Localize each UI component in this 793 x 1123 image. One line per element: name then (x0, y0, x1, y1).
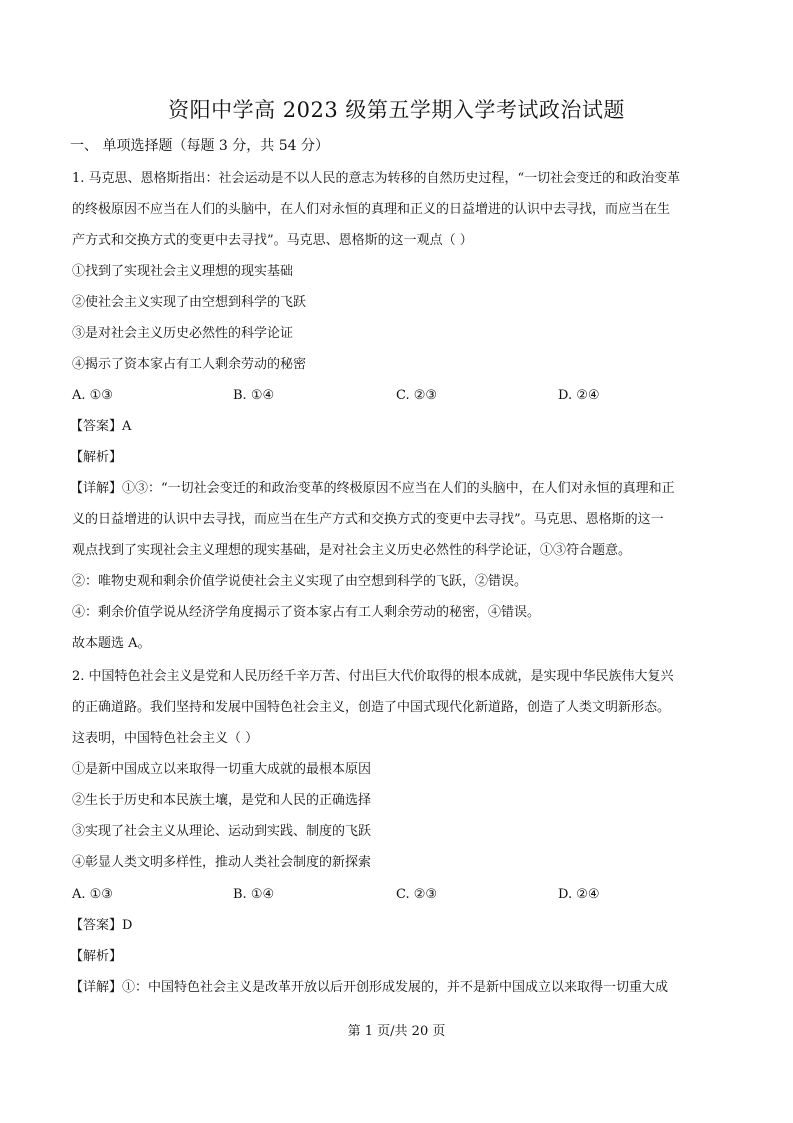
page-title: 资阳中学高 2023 级第五学期入学考试政治试题 (168, 98, 625, 122)
q1-statement: ③是对社会主义历史必然性的科学论证 (72, 326, 294, 341)
q1-detail-line: ④：剩余价值学说从经济学角度揭示了资本家占有工人剩余劳动的秘密，④错误。 (72, 605, 541, 620)
q1-option-a: A. ①③ (72, 388, 113, 403)
section-heading: 一、 单项选择题（每题 3 分，共 54 分） (70, 138, 329, 154)
q1-stem-line: 产方式和交换方式的变更中去寻找”。马克思、恩格斯的这一观点（ ） (72, 233, 473, 248)
q1-detail-line: 义的日益增进的认识中去寻找，而应当在生产方式和交换方式的变更中去寻找”。马克思、恩格斯的这一 (72, 512, 664, 527)
q2-detail-line: 【详解】①：中国特色社会主义是改革开放以后开创形成发展的，并不是新中国成立以来取得一切重大成 (70, 980, 669, 995)
q1-answer: 【答案】A (70, 419, 132, 434)
q1-statement: ①找到了实现社会主义理想的现实基础 (72, 264, 294, 279)
q2-option-a: A. ①③ (72, 887, 113, 902)
q1-statement: ④揭示了资本家占有工人剩余劳动的秘密 (72, 357, 307, 372)
q1-option-d: D. ②④ (558, 388, 600, 403)
q2-statement: ③实现了社会主义从理论、运动到实践、制度的飞跃 (72, 824, 372, 839)
q2-analysis-label: 【解析】 (70, 949, 123, 964)
q1-detail-line: 【详解】①③：“一切社会变迁的和政治变革的终极原因不应当在人们的头脑中，在人们对永恒的真理和正 (70, 481, 675, 496)
q1-option-c: C. ②③ (396, 388, 438, 403)
q2-options (72, 886, 722, 904)
q2-statement: ①是新中国成立以来取得一切重大成就的最根本原因 (72, 762, 372, 777)
q1-detail-line: ②：唯物史观和剩余价值学说使社会主义实现了由空想到科学的飞跃，②错误。 (72, 574, 528, 589)
q2-option-d: D. ②④ (558, 887, 600, 902)
q1-analysis-label: 【解析】 (70, 450, 123, 465)
q1-detail-line: 故本题选 A。 (72, 636, 151, 651)
q2-stem-line: 的正确道路。我们坚持和发展中国特色社会主义，创造了中国式现代化新道路，创造了人类文明新形态。 (72, 700, 671, 715)
q2-statement: ②生长于历史和本民族土壤，是党和人民的正确选择 (72, 793, 372, 808)
q1-detail-line: 观点找到了实现社会主义理想的现实基础，是对社会主义历史必然性的科学论证，①③符合题意。 (72, 543, 632, 558)
q2-stem-line: 这表明，中国特色社会主义（ ） (72, 731, 259, 746)
q1-option-b: B. ①④ (233, 388, 275, 403)
q2-stem-line: 2. 中国特色社会主义是党和人民历经千辛万苦、付出巨大代价取得的根本成就，是实现中华民族伟大复兴 (72, 669, 674, 684)
q2-statement: ④彰显人类文明多样性，推动人类社会制度的新探索 (72, 855, 372, 870)
q2-option-c: C. ②③ (396, 887, 438, 902)
page-number-footer: 第 1 页/共 20 页 (347, 1024, 446, 1039)
q1-statement: ②使社会主义实现了由空想到科学的飞跃 (72, 295, 307, 310)
q2-option-b: B. ①④ (233, 887, 275, 902)
q2-answer: 【答案】D (70, 918, 133, 933)
q1-stem-line: 的终极原因不应当在人们的头脑中，在人们对永恒的真理和正义的日益增进的认识中去寻找，而应当在生 (72, 202, 671, 217)
q1-stem-line: 1. 马克思、恩格斯指出：社会运动是不以人民的意志为转移的自然历史过程，“一切社会变迁的和政治变革 (72, 171, 681, 186)
q1-options (72, 387, 722, 405)
